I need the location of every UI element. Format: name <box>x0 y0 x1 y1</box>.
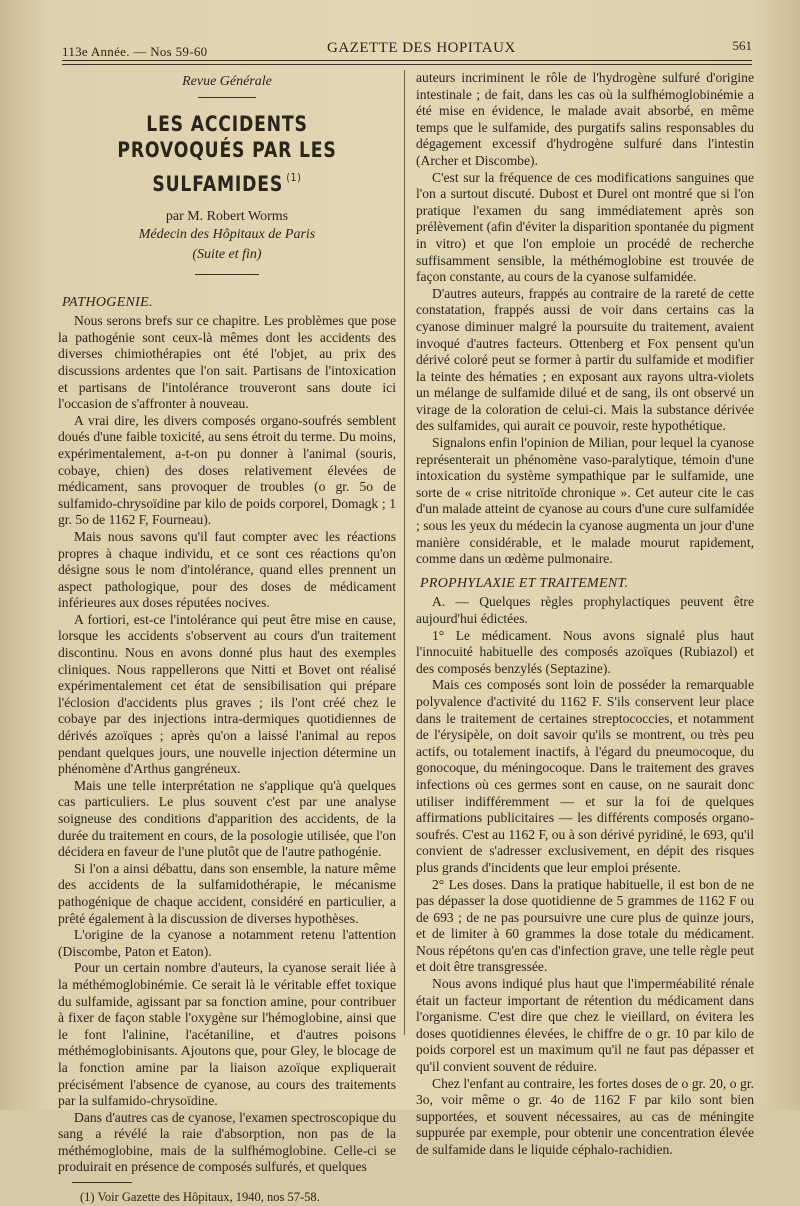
paragraph: L'origine de la cyanose a notamment retenu l'attention (Discombe, Paton et Eaton). <box>58 927 396 959</box>
header-rule <box>62 60 752 61</box>
title-rule <box>195 274 259 275</box>
paragraph: Nous serons brefs sur ce chapitre. Les problèmes que pose la pathogénie sont ceux-là mêmes dont les accidents des diverses chimiothérapies ont été l'objet, au prix des discussions ardentes que l'on sait. Partisans de l'intoxication et partisans de l'intolérance trouveront sans doute ici l'occasion de s'affronter à nouveau. <box>58 313 396 412</box>
article-title-line2 <box>88 136 365 198</box>
author-role: Médecin des Hôpitaux de Paris <box>138 226 316 242</box>
section-heading-prophylaxie: PROPHYLAXIE ET TRAITEMENT. <box>420 575 629 591</box>
title-footnote-ref: (1) <box>286 170 302 184</box>
header-rule-double <box>62 64 752 65</box>
footnote-rule <box>72 1182 132 1183</box>
paragraph: auteurs incriminent le rôle de l'hydrogène sulfuré d'origine intestinale ; de fait, dans les cas où la sulfhémoglobinémie a été mise en évidence, le malade avait absorbé, en même temps que le sulfamide, des purgatifs salins responsables du dégagement excessif d'hydrogène sulfuré dans l'intestin (Archer et Discombe). <box>416 70 754 168</box>
paragraph: Mais une telle interprétation ne s'applique qu'à quelques cas particuliers. Le plus souvent c'est par une analyse soigneuse des conditions d'apparition des accidents, de la durée du traitement en cours, de la posologie utilisée, que l'on décidera en faveur de l'une plutôt que de l'autre pathogénie. <box>58 777 396 860</box>
paragraph: Mais nous savons qu'il faut compter avec les réactions propres à chaque individu, et ce sont ces réactions qu'on désigne sous le nom d'intolérance, quand elles prennent un aspect pathologique, pour des doses de médicament inférieures aux doses réputées nocives. <box>58 528 396 611</box>
paragraph: Si l'on a ainsi débattu, dans son ensemble, la nature même des accidents de la sulfamidothérapie, le mécanisme pathogénique de chaque accident, considéré en particulier, a prêté également à la discussion de diverses hypothèses. <box>58 860 396 926</box>
article-title-line1: LES ACCIDENTS <box>146 111 308 136</box>
section-heading-pathogenie: PATHOGENIE. <box>62 294 153 310</box>
author-name: par M. Robert Worms <box>165 208 289 224</box>
continuation-note: (Suite et fin) <box>192 246 262 262</box>
paragraph: Chez l'enfant au contraire, les fortes doses de o gr. 20, o gr. 3o, voir même o gr. 4o de 1162 F par kilo sont bien supportées, et souvent nécessaires, au cas de méningite suppurée par exemple, pour obtenir une concentration élevée de sulfamide dans le liquide céphalo-rachidien. <box>416 1075 754 1157</box>
paragraph: A fortiori, est-ce l'intolérance qui peut être mise en cause, lorsque les accidents s'observent au cours d'un traitement discontinu. Nous en avons donné plus haut des exemples cliniques. Nous rappellerons que Nitti et Bovet ont réalisé expérimentalement cet état de sensibilisation qui prépare l'éclosion d'accidents plus graves ; ils l'ont créé chez le cobaye par des injections intra-dermiques quotidiennes de dérivés azoïques ; après qu'on a laissé l'animal au repos pendant quelques jours, une nouvelle injection détermine un phénomène d'Arthus gangréneux. <box>58 611 396 777</box>
paragraph: Signalons enfin l'opinion de Milian, pour lequel la cyanose représenterait un phénomène vaso-paralytique, témoin d'une intoxication du système sympathique par le sulfamide, une sorte de « crise nitritoïde chronique ». Cet auteur cite le cas d'un malade atteint de cyanose au cours d'une cure sulfamidée ; sous les yeux du médecin la cyanose augmenta un jour d'une manière considérable, et le malade mourut rapidement, comme dans un œdème pulmonaire. <box>416 435 754 567</box>
left-column <box>58 72 396 1206</box>
page-number: 561 <box>732 38 752 53</box>
rubric-rule <box>198 97 256 98</box>
paragraph: Nous avons indiqué plus haut que l'imperméabilité rénale était un facteur important de rétention du médicament dans l'organisme. C'est dire que chez le vieillard, on évitera les doses quotidiennes élevées, le chiffre de o gr. 10 par kilo de poids corporel est un maximum qu'il ne faut pas dépasser et qu'il convient souvent de réduire. <box>416 976 754 1075</box>
footnote: (1) Voir Gazette des Hôpitaux, 1940, nos 57-58. <box>80 1190 320 1205</box>
paragraph: Pour un certain nombre d'auteurs, la cyanose serait liée à la méthémoglobinémie. Ce serait là le véritable effet toxique du sulfamide, agissant par sa fonction amine, pour contribuer à fixer de façon stable l'oxygène sur l'hémoglobine, ainsi que le font l'alinine, l'acétaniline, et d'autres poisons méthémoglobinisants. Ajoutons que, pour Gley, le blocage de la fonction amine par la liaison azoïque expliquerait précisément l'absence de cyanose, au cours des traitements par la sulfamido-chrysoïdine. <box>58 960 396 1109</box>
column-divider <box>404 70 405 1035</box>
article-title-text: PROVOQUÉS PAR LES SULFAMIDES <box>117 137 337 196</box>
paragraph: A. — Quelques règles prophylactiques peuvent être aujourd'hui édictées. <box>416 594 754 626</box>
paragraph: A vrai dire, les divers composés organo-soufrés semblent doués d'une faible toxicité, au sens étroit du terme. Du moins, expérimentalement, a-t-on pu donner à l'animal (souris, cobaye, chien) des doses relativement élevées de médicament, sans provoquer de troubles (o gr. 5o de sulfamido-chrysoïdine par kilo de poids corporel, Domagk ; 1 gr. 5o de 1162 F, Fourneau). <box>58 412 396 528</box>
page-header <box>62 38 752 60</box>
right-column <box>416 70 754 1159</box>
paragraph: D'autres auteurs, frappés au contraire de la rareté de cette constatation, frappés aussi de voir dans certains cas la cyanose diminuer malgré la poursuite du traitement, avaient invoqué d'autres facteurs. Ottenberg et Fox pensent qu'un dérivé coloré peut se former à partir du sulfamide et modifier la teinte des hématies ; en exposant aux rayons ultra-violets un mélange de sulfamide dilué et de sang, ils ont observé un virage de la coloration de celui-ci. Mais la substance dérivée des sulfamides, qui aurait ce pouvoir, reste hypothétique. <box>416 285 754 434</box>
paragraph: Mais ces composés sont loin de posséder la remarquable polyvalence d'activité du 1162 F. S'ils conservent leur place dans le traitement de certaines streptococcies, et notamment de l'érysipèle, on doit savoir qu'ils se montrent, ou très peu actifs, ou totalement inactifs, à l'égard du pneumocoque, du gonocoque, du méningocoque. Dans le traitement des graves infections où ces germes sont en cause, on ne saurait donc utiliser indifféremment — et sur la foi de quelques affirmations publicitaires — les différents composés organo-soufrés. C'est au 1162 F, ou à son dérivé pyridiné, le 693, qu'il convient de s'adresser exclusivement, en dépit des risques plus grands d'incidents que leur emploi présente. <box>416 677 754 875</box>
rubric: Revue Générale <box>182 74 272 89</box>
issue-number: 113e Année. — Nos 59-60 <box>62 44 208 59</box>
paragraph: 1° Le médicament. Nous avons signalé plus haut l'innocuité habituelle des composés azoïques (Rubiazol) et des composés benzylés (Septazine). <box>416 627 754 676</box>
journal-name: GAZETTE DES HOPITAUX <box>327 40 516 56</box>
paragraph: C'est sur la fréquence de ces modifications sanguines que l'on a surtout discuté. Dubost et Durel ont montré que si l'on pratique l'examen du sang immédiatement après son prélèvement (afin d'éviter la disparition spontanée du pigment in vitro) et que l'on emploie un procédé de recherche suffisamment sensible, la méthémoglobine est trouvée de façon constante, au cours de la cyanose sulfamidée. <box>416 169 754 285</box>
paragraph: 2° Les doses. Dans la pratique habituelle, il est bon de ne pas dépasser la dose quotidienne de 5 grammes de 1162 F ou de 693 ; de ne pas poursuivre une cure plus de quinze jours, et de limiter à 60 grammes la dose totale du médicament. Nous répétons qu'en cas d'infection grave, une telle règle peut et doit être transgressée. <box>416 876 754 975</box>
paragraph: Dans d'autres cas de cyanose, l'examen spectroscopique du sang a révélé la raie d'absorption, non pas de la méthémoglobine, mais de la sulfhémoglobine. Celle-ci se produirait en présence de composés sulfurés, et quelques <box>58 1109 396 1175</box>
